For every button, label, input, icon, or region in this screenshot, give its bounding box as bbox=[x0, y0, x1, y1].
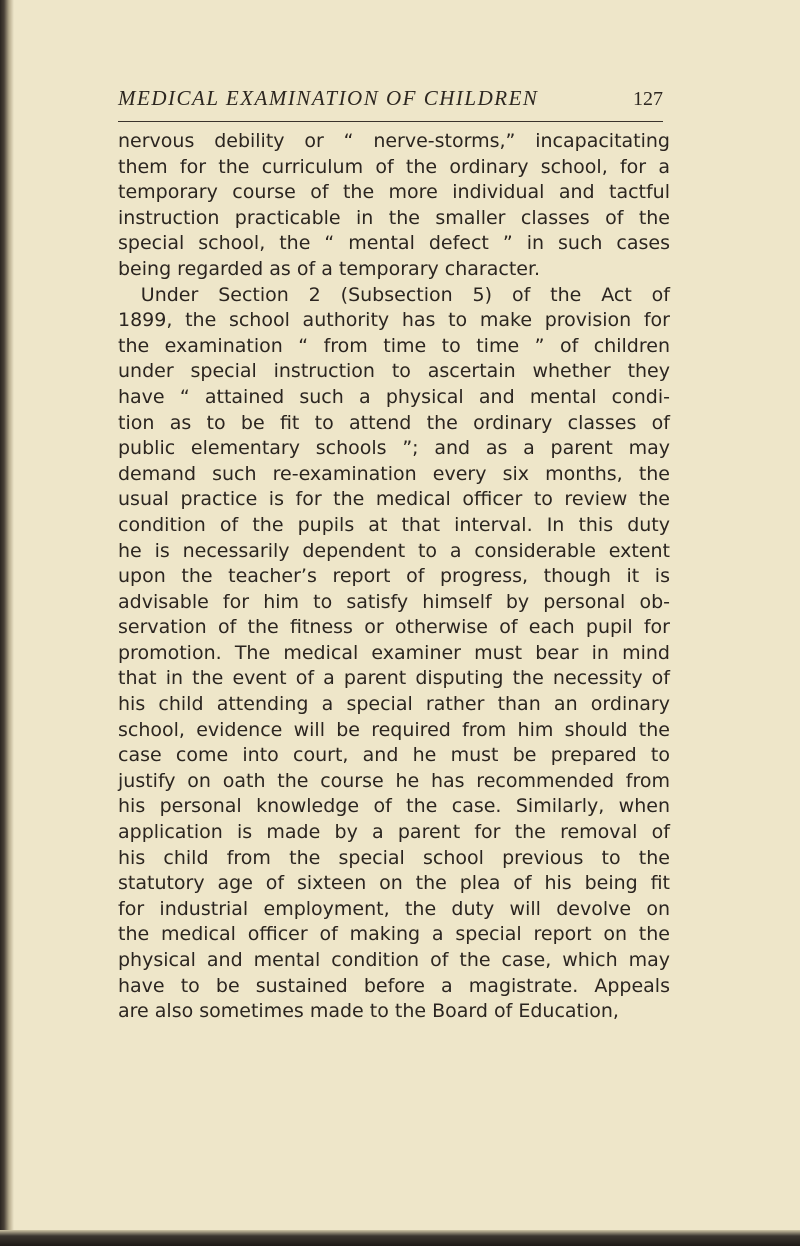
text-line: condition of the pupils at that interval. In this duty bbox=[118, 513, 670, 536]
running-head bbox=[118, 86, 663, 122]
text-line: his child attending a special rather than an ordinary bbox=[118, 693, 670, 716]
text-line: application is made by a parent for the removal of bbox=[118, 821, 670, 844]
text-line: instruction practicable in the smaller classes of the bbox=[118, 206, 670, 229]
text-line: promotion. The medical examiner must bear in mind bbox=[118, 641, 670, 664]
text-line: are also sometimes made to the Board of Education, bbox=[118, 1000, 619, 1023]
text-line: justify on oath the course he has recommended from bbox=[118, 769, 670, 792]
text-line: under special instruction to ascertain whether they bbox=[118, 360, 670, 383]
text-line: the medical officer of making a special report on the bbox=[118, 923, 670, 946]
text-line: case come into court, and he must be prepared to bbox=[118, 744, 670, 767]
text-line: school, evidence will be required from him should the bbox=[118, 718, 670, 741]
page-binding-shadow bbox=[0, 0, 14, 1246]
running-title: MEDICAL EXAMINATION OF CHILDREN bbox=[118, 86, 539, 110]
page-number: 127 bbox=[633, 88, 663, 110]
text-line: physical and mental condition of the case, which may bbox=[118, 949, 670, 971]
text-line: servation of the fitness or otherwise of each pupil for bbox=[118, 616, 670, 639]
body-text bbox=[118, 129, 670, 1025]
text-line: usual practice is for the medical officer to review the bbox=[118, 488, 670, 511]
text-line: have to be sustained before a magistrate. Appeals bbox=[118, 974, 670, 997]
text-line: nervous debility or “ nerve-storms,” incapacitating bbox=[118, 130, 670, 152]
text-line: the examination “ from time to time ” of children bbox=[118, 334, 670, 357]
text-line: he is necessarily dependent to a considerable extent bbox=[118, 539, 670, 562]
text-line: them for the curriculum of the ordinary school, for a bbox=[118, 155, 670, 178]
text-line: for industrial employment, the duty will devolve on bbox=[118, 897, 670, 920]
text-line: advisable for him to satisfy himself by personal ob- bbox=[118, 590, 670, 613]
text-line: his personal knowledge of the case. Similarly, when bbox=[118, 795, 670, 818]
page-edge-bottom bbox=[0, 1230, 800, 1246]
text-line: upon the teacher’s report of progress, though it is bbox=[118, 565, 670, 588]
text-line: being regarded as of a temporary character. bbox=[118, 257, 541, 280]
text-line: public elementary schools ”; and as a parent may bbox=[118, 437, 670, 460]
text-line: have “ attained such a physical and mental condi- bbox=[118, 385, 670, 408]
text-line: his child from the special school previous to the bbox=[118, 846, 670, 869]
text-line: 1899, the school authority has to make provision for bbox=[118, 309, 670, 332]
text-line: statutory age of sixteen on the plea of his being fit bbox=[118, 872, 670, 895]
text-line: demand such re-examination every six months, the bbox=[118, 462, 670, 485]
text-line: special school, the “ mental defect ” in such cases bbox=[118, 232, 670, 255]
text-line: Under Section 2 (Subsection 5) of the Act of bbox=[140, 283, 670, 306]
text-line: temporary course of the more individual and tactful bbox=[118, 181, 670, 204]
text-line: that in the event of a parent disputing the necessity of bbox=[118, 667, 670, 690]
text-line: tion as to be fit to attend the ordinary classes of bbox=[118, 411, 670, 434]
